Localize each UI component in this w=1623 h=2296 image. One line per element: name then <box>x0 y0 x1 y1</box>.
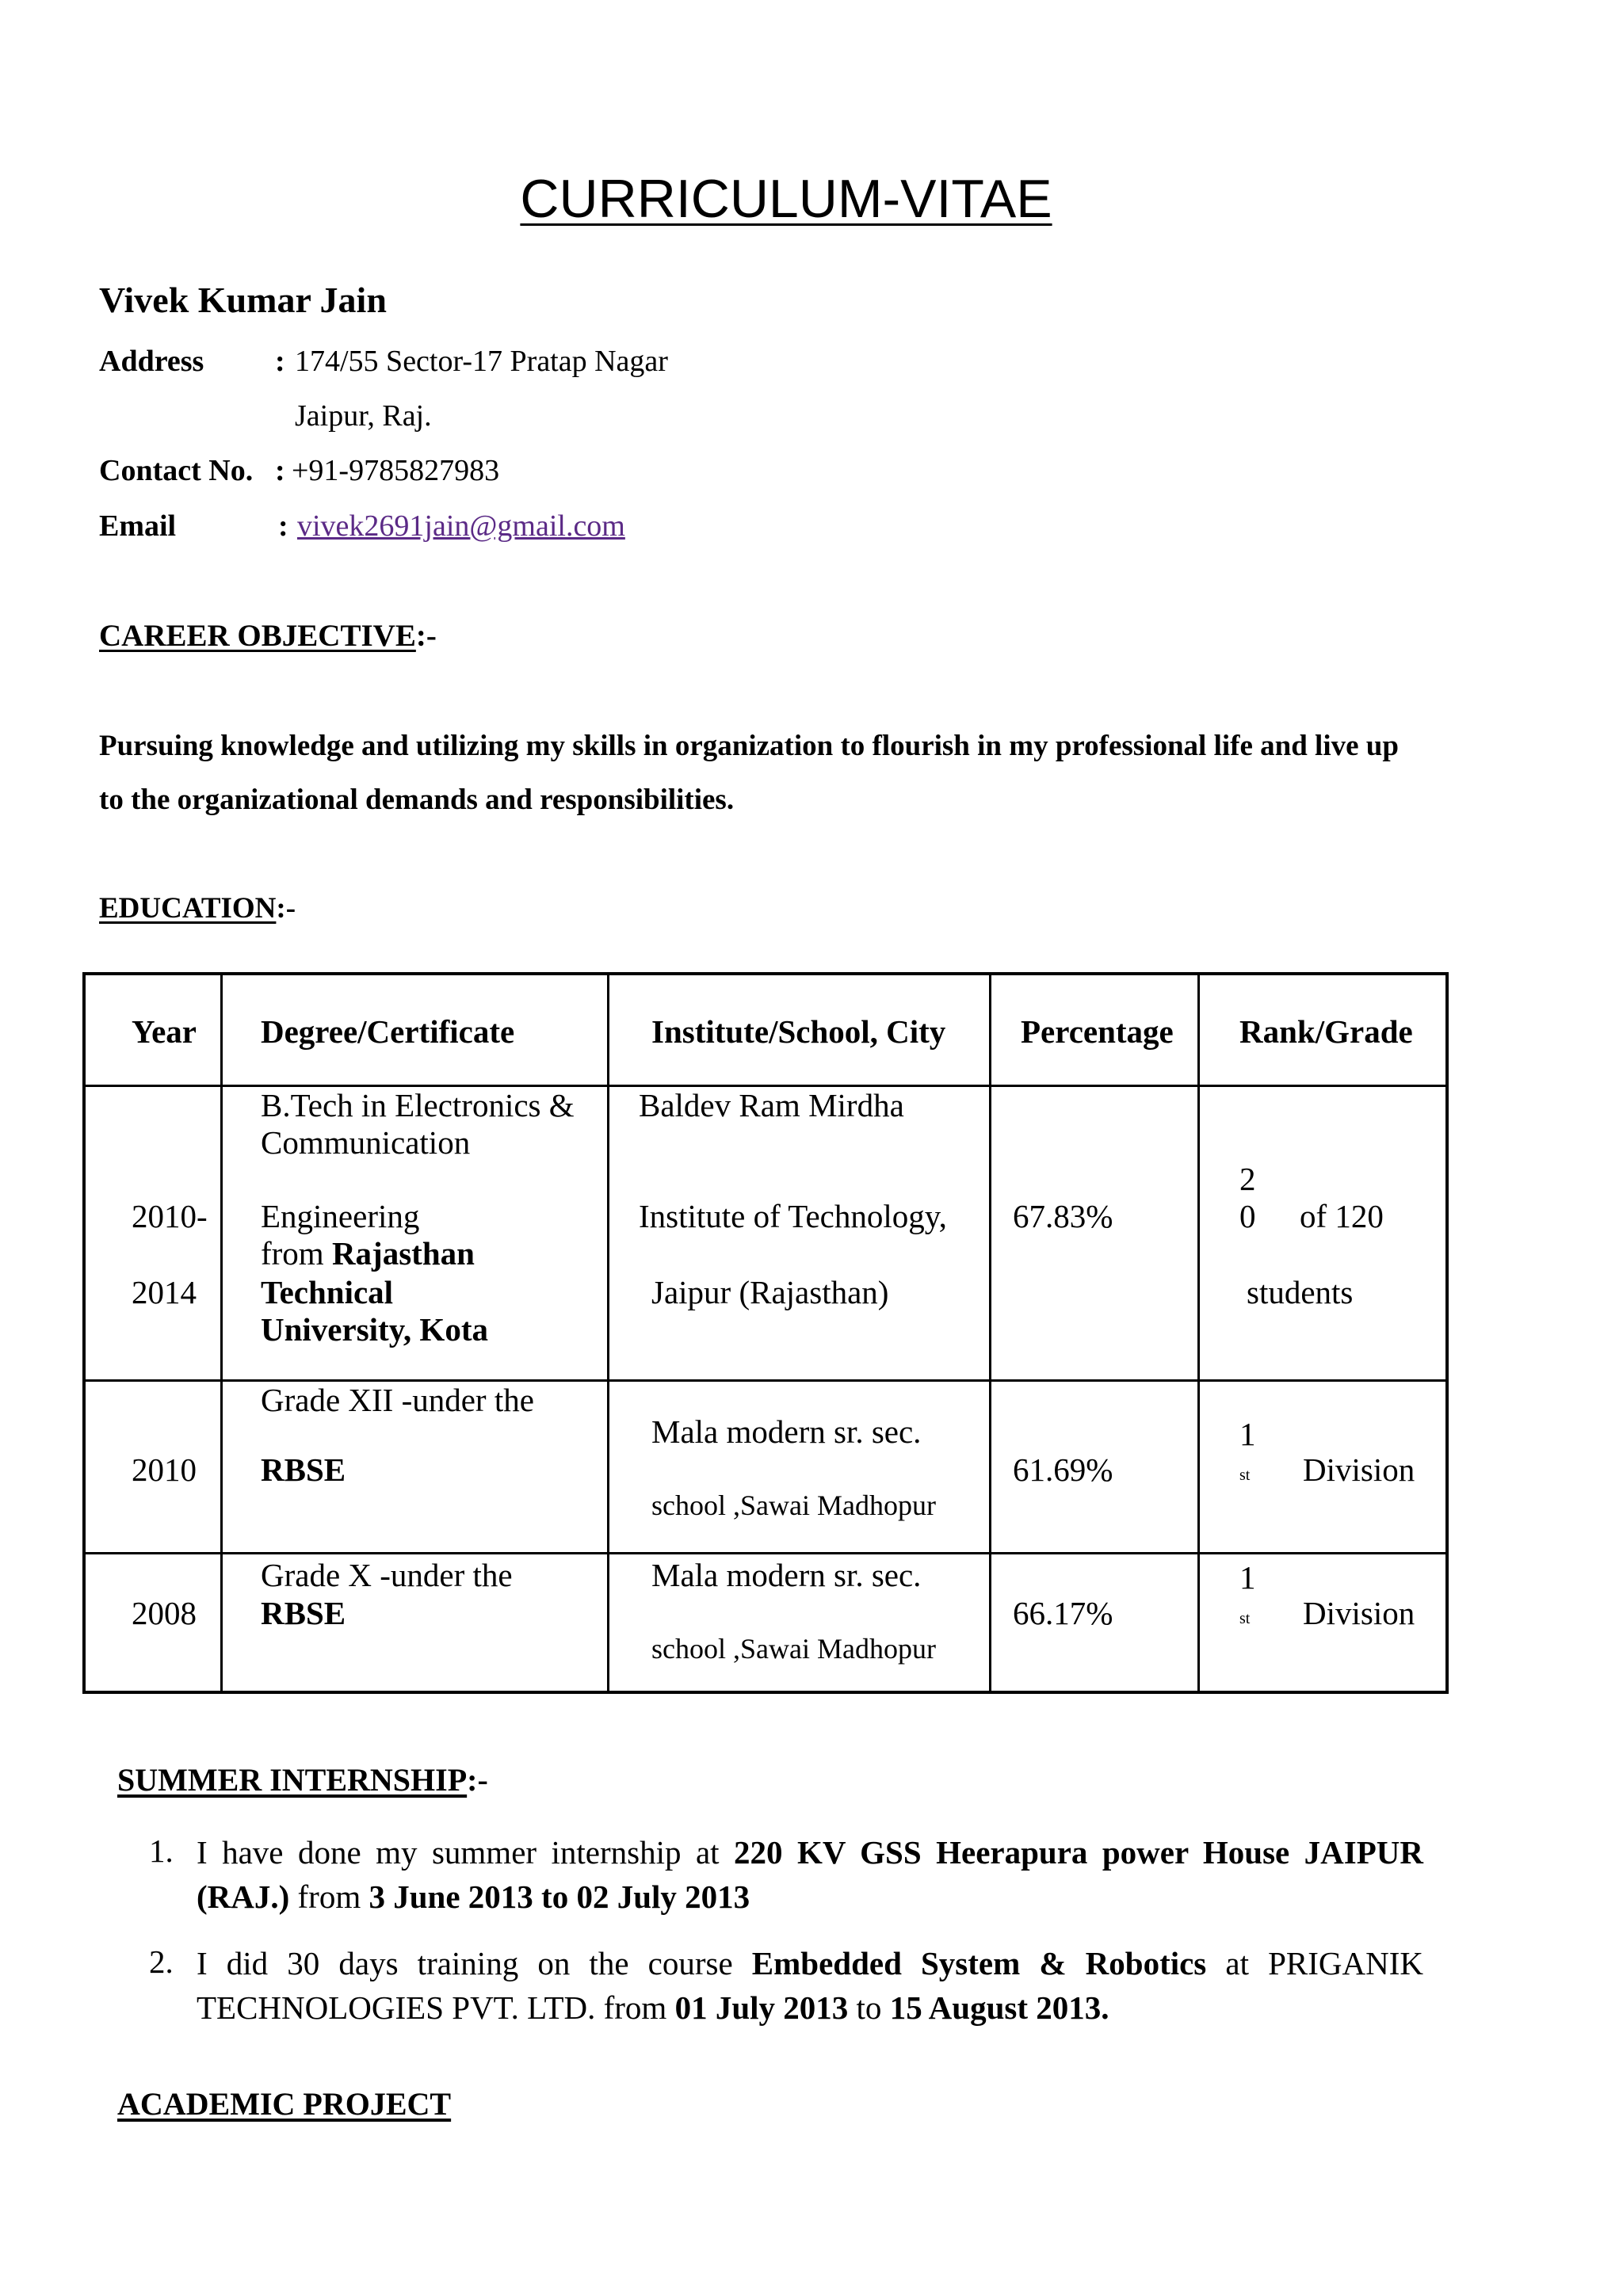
row1-rank-1: 2 <box>1239 1161 1256 1197</box>
page-title: CURRICULUM-VITAE <box>520 169 1052 229</box>
internship-heading <box>117 1761 488 1798</box>
row3-rank-word: Division <box>1303 1595 1415 1631</box>
career-objective-heading <box>99 618 437 654</box>
row2-degree-1: Grade XII -under the <box>261 1382 534 1418</box>
internship-item-1-number: 1. <box>149 1833 174 1869</box>
row3-institute-2: school ,Sawai Madhopur <box>651 1633 936 1665</box>
row1-degree-2: Communication <box>261 1124 471 1161</box>
row1-year-a: 2010- <box>132 1198 208 1234</box>
career-objective-line-2: to the organizational demands and responsibilities. <box>99 784 735 816</box>
internship-item-1-line-1 <box>197 1830 1423 1875</box>
internship-item-1-text-b: 220 KV GSS Heerapura power House JAIPUR <box>733 1834 1423 1871</box>
internship-item-2-text-a: I did 30 days training on the course <box>197 1945 752 1981</box>
row2-rank-num: 1 <box>1239 1416 1256 1452</box>
education-heading-text: EDUCATION <box>99 892 277 925</box>
header-rank: Rank/Grade <box>1239 1013 1413 1050</box>
career-objective-heading-suffix: :- <box>415 619 437 653</box>
row2-institute-1: Mala modern sr. sec. <box>651 1413 922 1450</box>
row2-rank-sup: st <box>1239 1466 1251 1484</box>
internship-item-2-text-d: TECHNOLOGIES PVT. LTD. from <box>197 1989 675 2026</box>
internship-item-1-line-2 <box>197 1875 750 1919</box>
table-column-divider <box>1197 975 1200 1691</box>
row2-institute-2: school ,Sawai Madhopur <box>651 1489 936 1521</box>
row1-rank-4: students <box>1247 1274 1354 1310</box>
candidate-name: Vivek Kumar Jain <box>99 280 387 320</box>
row3-institute-1: Mala modern sr. sec. <box>651 1557 922 1593</box>
address-line-2: Jaipur, Raj. <box>295 399 432 433</box>
internship-item-1-text-e: 3 June 2013 to 02 July 2013 <box>369 1878 750 1915</box>
row2-year: 2010 <box>132 1451 197 1488</box>
row3-degree-1: Grade X -under the <box>261 1557 513 1593</box>
row1-institute-1: Baldev Ram Mirdha <box>639 1087 904 1123</box>
row3-percentage: 66.17% <box>1013 1595 1113 1631</box>
internship-item-2-text-b: Embedded System & Robotics <box>751 1945 1207 1981</box>
row1-degree-6: University, Kota <box>261 1311 488 1348</box>
education-heading-suffix: :- <box>276 892 296 925</box>
header-institute: Institute/School, City <box>651 1013 946 1050</box>
header-percentage: Percentage <box>1021 1013 1174 1050</box>
academic-project-heading-text: ACADEMIC PROJECT <box>117 2086 452 2122</box>
internship-heading-suffix: :- <box>467 1762 488 1798</box>
email-link[interactable]: vivek2691jain@gmail.com <box>297 509 625 543</box>
table-row-divider <box>86 1552 1445 1554</box>
row1-degree-4 <box>261 1234 475 1272</box>
career-objective-line-1: Pursuing knowledge and utilizing my skills in organization to flourish in my professional life and live up <box>99 730 1399 762</box>
header-year: Year <box>132 1013 197 1050</box>
row1-rank-2: 0 <box>1239 1198 1256 1234</box>
row3-degree-2: RBSE <box>261 1595 346 1631</box>
table-column-divider <box>989 975 991 1691</box>
row1-institute-2: Institute of Technology, <box>639 1198 947 1234</box>
internship-item-1-text-c: (RAJ.) <box>197 1878 290 1915</box>
internship-item-2-text-g: 15 August 2013. <box>889 1989 1109 2026</box>
row2-degree-2: RBSE <box>261 1451 346 1488</box>
row1-degree-5: Technical <box>261 1274 394 1310</box>
phone-value: +91-9785827983 <box>292 454 500 487</box>
row1-rank-3: of 120 <box>1300 1198 1384 1234</box>
email-label: Email <box>99 509 177 543</box>
table-column-divider <box>220 975 223 1691</box>
row1-degree-4a: from <box>261 1235 332 1272</box>
academic-project-heading <box>117 2085 451 2122</box>
internship-heading-text: SUMMER INTERNSHIP <box>117 1762 468 1798</box>
internship-item-1-text-a: I have done my summer internship at <box>197 1834 734 1871</box>
phone-label: Contact No. <box>99 454 254 487</box>
phone-separator: : <box>275 454 285 487</box>
row1-degree-1: B.Tech in Electronics & <box>261 1087 575 1123</box>
row1-percentage: 67.83% <box>1013 1198 1113 1234</box>
header-degree: Degree/Certificate <box>261 1013 515 1050</box>
address-label: Address <box>99 345 204 378</box>
career-objective-heading-text: CAREER OBJECTIVE <box>99 619 416 653</box>
row2-rank-word: Division <box>1303 1451 1415 1488</box>
row1-institute-3: Jaipur (Rajasthan) <box>651 1274 889 1310</box>
address-separator: : <box>275 345 285 378</box>
row3-rank-num: 1 <box>1239 1559 1256 1596</box>
internship-item-2-text-e: 01 July 2013 <box>674 1989 849 2026</box>
row3-rank-sup: st <box>1239 1610 1251 1627</box>
internship-item-2-number: 2. <box>149 1943 174 1980</box>
row1-degree-3: Engineering <box>261 1198 420 1234</box>
internship-item-2-text-c: at PRIGANIK <box>1206 1945 1423 1981</box>
internship-item-2-line-2 <box>197 1985 1109 2030</box>
internship-item-1-text-d: from <box>289 1878 369 1915</box>
internship-item-2-text-f: to <box>848 1989 890 2026</box>
row2-percentage: 61.69% <box>1013 1451 1113 1488</box>
table-column-divider <box>607 975 609 1691</box>
address-line-1: 174/55 Sector-17 Pratap Nagar <box>295 345 668 378</box>
education-table <box>82 972 1449 1694</box>
email-separator: : <box>278 509 288 543</box>
row1-degree-4b: Rajasthan <box>331 1235 475 1272</box>
row1-year-b: 2014 <box>132 1274 197 1310</box>
education-heading <box>99 891 296 925</box>
row3-year: 2008 <box>132 1595 197 1631</box>
internship-item-2-line-1 <box>197 1941 1423 1985</box>
